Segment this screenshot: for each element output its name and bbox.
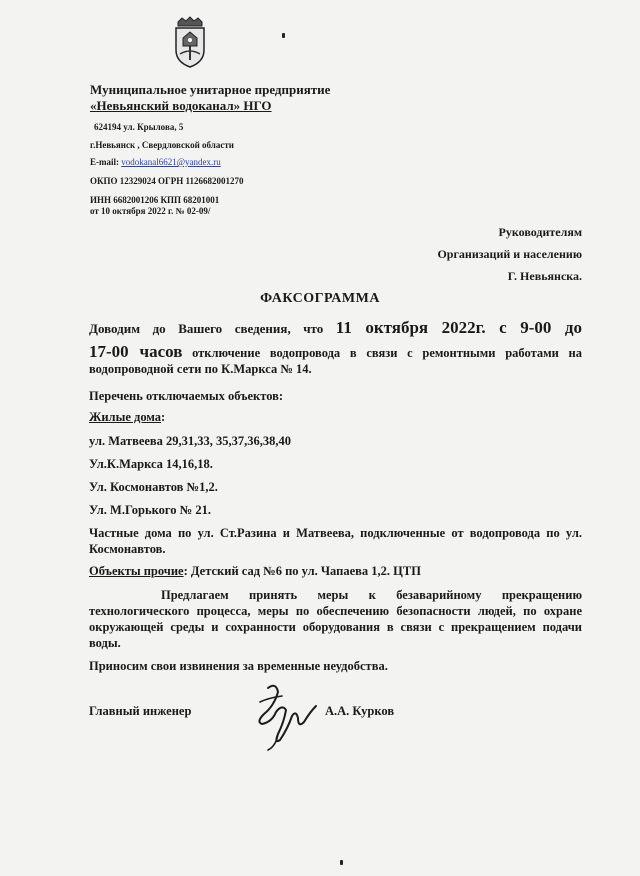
intro-date: 11 октября 2022г. с 9-00 до [335,318,582,337]
document-title: ФАКСОГРАММА [260,291,380,306]
org-email-row [90,157,221,167]
list-heading: Перечень отключаемых объектов: [89,389,284,403]
org-name-line2: «Невьянский водоканал» НГО [90,98,272,113]
scan-speck [340,860,343,865]
residential-heading [89,410,165,425]
intro-time: 17-00 часов [89,342,183,361]
org-okpo-ogrn: ОКПО 12329024 ОГРН 1126682001270 [90,176,244,186]
email-label: E-mail: [90,157,122,167]
handwritten-signature [238,682,322,752]
org-address-city: г.Невьянск , Свердловской области [90,140,234,150]
street-item: Ул.К.Маркса 14,16,18. [89,457,213,471]
email-link[interactable]: vodokanal6621@yandex.ru [121,157,221,167]
doc-date-number: от 10 октября 2022 г. № 02-09/ [90,206,211,216]
proposal-paragraph: Предлагаем принять меры к безаварийному прекращению технологического процесса, меры по обеспечению безопасности людей, по охране окружающей среды и сохранности оборудования в связи с прекращением подачи воды. [89,588,582,650]
other-objects-text: : Детский сад №6 по ул. Чапаева 1,2. ЦТП [183,564,421,578]
other-objects-label: Объекты прочие [89,564,184,578]
signature-position: Главный инженер [89,704,192,718]
street-item: ул. Матвеева 29,31,33, 35,37,36,38,40 [89,434,292,448]
coat-of-arms-icon [172,16,208,68]
apology-line: Приносим свои извинения за временные неудобства. [89,659,388,673]
addressee-line3: Г. Невьянска. [507,269,582,283]
scan-speck [282,33,285,38]
addressee-line1: Руководителям [498,225,582,239]
street-item: Ул. Космонавтов №1,2. [89,480,218,494]
residential-colon: : [161,410,166,424]
street-item: Ул. М.Горького № 21. [89,503,211,517]
intro-paragraph [89,344,582,377]
intro-line1 [89,318,582,339]
private-houses-paragraph: Частные дома по ул. Ст.Разина и Матвеева, подключенные от водопровода по ул. Космонавтов. [89,526,582,556]
org-inn-kpp: ИНН 6682001206 КПП 68201001 [90,195,220,205]
other-objects-line [89,564,421,579]
intro-rest: отключение водопровода в связи с ремонтными работами на водопроводной сети по К.Маркса № 14. [89,346,582,376]
intro-prefix: Доводим до Вашего сведения, что [89,321,336,336]
residential-label: Жилые дома [89,410,162,424]
org-name-line1: Муниципальное унитарное предприятие [90,82,331,97]
addressee-line2: Организаций и населению [437,247,582,261]
org-address-street: 624194 ул. Крылова, 5 [94,122,184,132]
signature-name: А.А. Курков [325,704,395,718]
